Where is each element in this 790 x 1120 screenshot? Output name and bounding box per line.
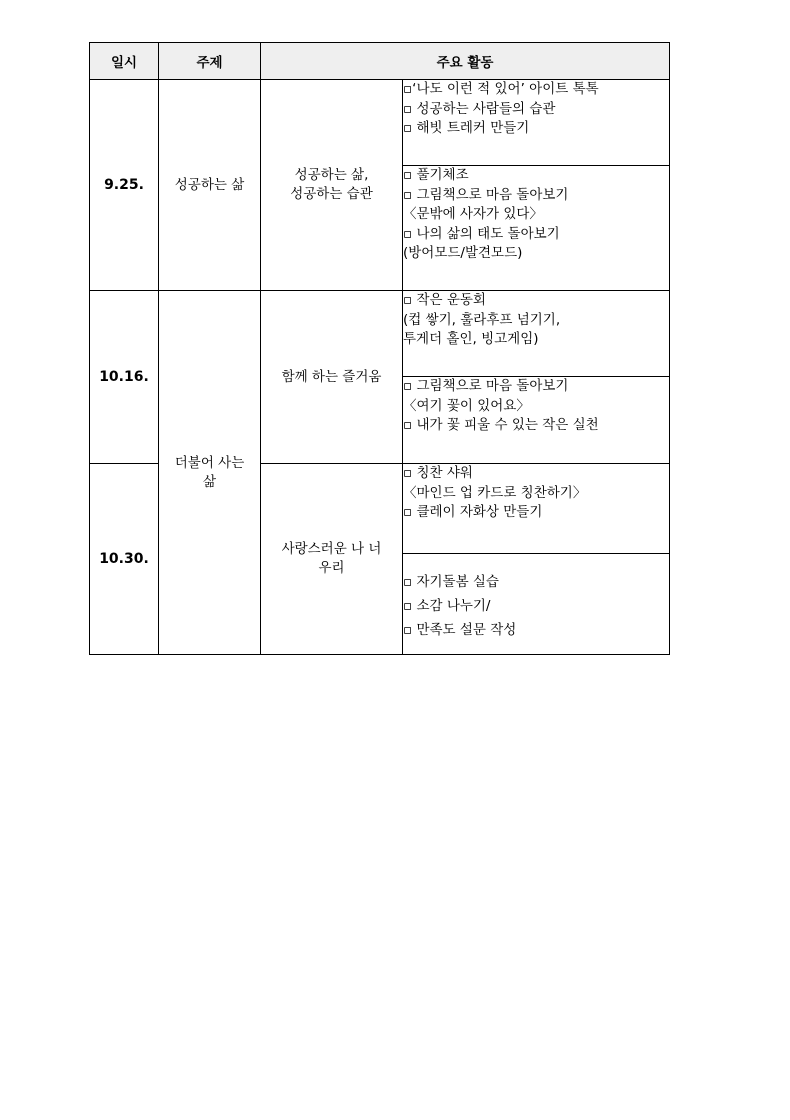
session-theme (159, 291, 261, 655)
table-header-row (90, 43, 670, 80)
subtheme-line: 우리 (318, 560, 345, 576)
activity-item: ▫ 소감 나누기/ (403, 598, 491, 614)
session-subtheme (261, 464, 403, 655)
activity-item: ▫ 클레이 자화상 만들기 (403, 504, 543, 520)
activity-item: ▫ 성공하는 사람들의 습관 (403, 100, 556, 117)
theme-line: 더불어 사는 (174, 454, 245, 471)
activity-item: (방어모드/발견모드) (403, 245, 523, 261)
subtheme-line: 성공하는 삶, (294, 167, 369, 183)
activity-cell (403, 464, 670, 554)
activity-item: 〈여기 꽃이 있어요〉 (403, 397, 530, 414)
activity-cell (403, 554, 670, 655)
activity-item: (컵 쌓기, 훌라후프 넘기기, (403, 311, 561, 328)
activity-item: ▫ 나의 삶의 태도 돌아보기 (403, 225, 560, 242)
activity-item: ▫ 만족도 설문 작성 (403, 622, 517, 638)
subtheme-line: 성공하는 습관 (290, 186, 373, 202)
theme-line: 삶 (202, 473, 217, 490)
activity-cell (403, 377, 670, 464)
activity-item: ▫ 작은 운동회 (403, 292, 486, 308)
activity-item: ▫ 칭찬 샤워 (403, 465, 473, 481)
subtheme-line: 사랑스러운 나 너 (281, 541, 382, 557)
activity-item: ▫‘나도 이런 적 있어’ 아이트 톡톡 (403, 81, 599, 97)
session-date: 9.25. (90, 80, 159, 291)
activity-item: ▫ 풀기체조 (403, 167, 469, 183)
program-schedule-table (89, 42, 670, 655)
activity-cell (403, 166, 670, 291)
session-theme: 성공하는 삶 (159, 80, 261, 291)
activity-item: 〈문밖에 사자가 있다〉 (403, 206, 543, 222)
activity-item: ▫ 해빗 트레커 만들기 (403, 120, 530, 136)
activity-cell (403, 80, 670, 166)
table-row (90, 80, 670, 166)
activity-item: 투게더 홀인, 빙고게임) (403, 331, 539, 347)
session-subtheme: 함께 하는 즐거움 (261, 291, 403, 464)
header-theme: 주제 (159, 43, 261, 80)
activity-item: ▫ 내가 꽃 피울 수 있는 작은 실천 (403, 417, 599, 433)
session-date: 10.16. (90, 291, 159, 464)
activity-item: ▫ 자기돌봄 실습 (403, 574, 499, 590)
activity-item: ▫ 그림책으로 마음 돌아보기 (403, 186, 569, 203)
session-subtheme (261, 80, 403, 291)
activity-item: ▫ 그림책으로 마음 돌아보기 (403, 378, 569, 394)
activity-cell (403, 291, 670, 377)
activity-item: 〈마인드 업 카드로 칭찬하기〉 (403, 484, 587, 501)
table-row (90, 291, 670, 377)
header-activities: 주요 활동 (261, 43, 670, 80)
header-date: 일시 (90, 43, 159, 80)
session-date: 10.30. (90, 464, 159, 655)
